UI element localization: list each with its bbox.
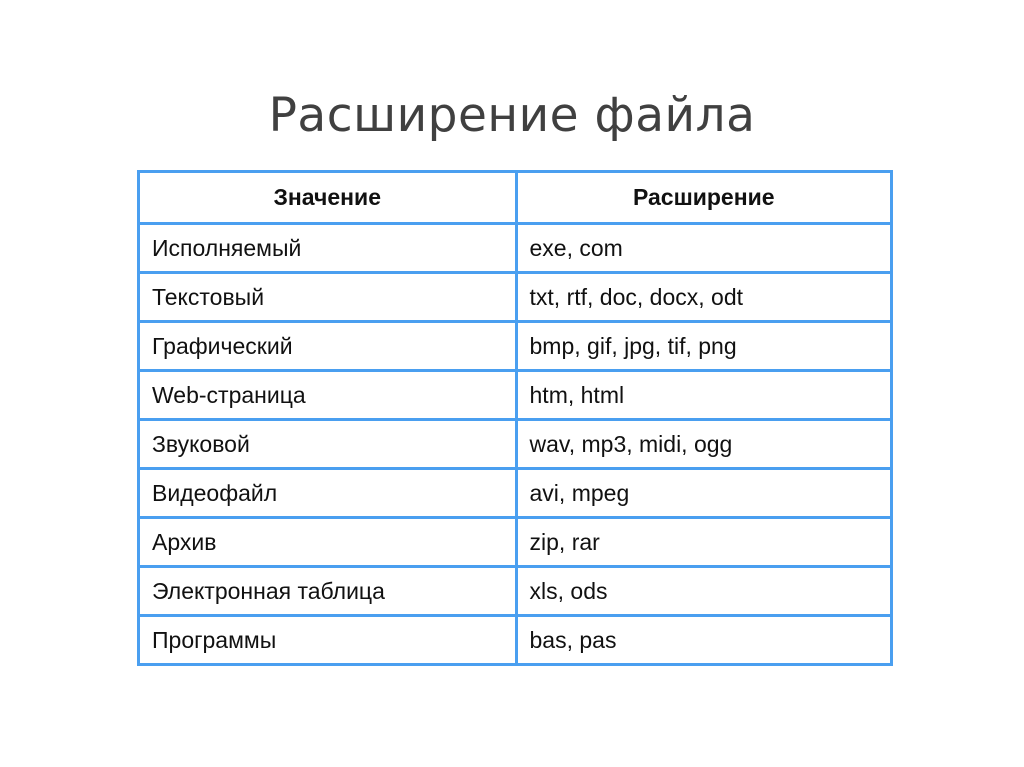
cell-extension: exe, com: [518, 225, 890, 274]
table-row: [140, 470, 890, 519]
cell-meaning: Исполняемый: [140, 225, 518, 274]
cell-extension: htm, html: [518, 372, 890, 421]
cell-extension: wav, mp3, midi, ogg: [518, 421, 890, 470]
cell-extension: bmp, gif, jpg, tif, png: [518, 323, 890, 372]
table-row: [140, 421, 890, 470]
cell-meaning: Текстовый: [140, 274, 518, 323]
cell-meaning: Видеофайл: [140, 470, 518, 519]
cell-meaning: Звуковой: [140, 421, 518, 470]
cell-meaning: Графический: [140, 323, 518, 372]
table-row: [140, 225, 890, 274]
page-title: Расширение файла: [268, 88, 756, 143]
table-row: [140, 617, 890, 663]
cell-meaning: Архив: [140, 519, 518, 568]
extensions-table: [137, 170, 893, 666]
header-meaning: Значение: [140, 173, 518, 225]
table-row: [140, 372, 890, 421]
cell-extension: txt, rtf, doc, docx, odt: [518, 274, 890, 323]
cell-meaning: Программы: [140, 617, 518, 663]
cell-extension: bas, pas: [518, 617, 890, 663]
cell-meaning: Web-страница: [140, 372, 518, 421]
cell-extension: xls, ods: [518, 568, 890, 617]
cell-meaning: Электронная таблица: [140, 568, 518, 617]
table-row: [140, 274, 890, 323]
cell-extension: avi, mpeg: [518, 470, 890, 519]
table-row: [140, 568, 890, 617]
table-row: [140, 519, 890, 568]
cell-extension: zip, rar: [518, 519, 890, 568]
table-header-row: [140, 173, 890, 225]
table-row: [140, 323, 890, 372]
header-extension: Расширение: [518, 173, 890, 225]
